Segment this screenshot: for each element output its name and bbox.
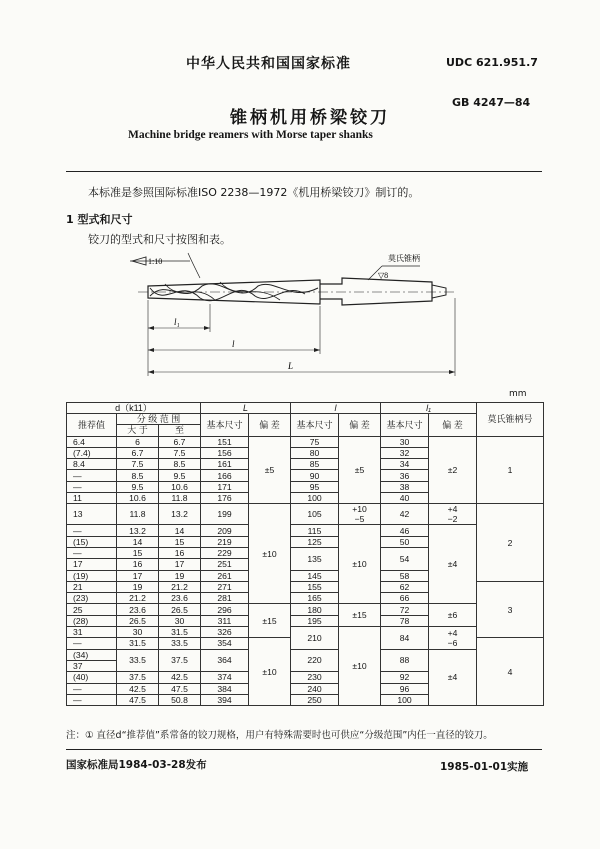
cell-l-basic: 250 <box>291 694 339 705</box>
cell-above: 26.5 <box>117 615 159 626</box>
cell-L-basic: 156 <box>201 447 249 458</box>
table-row <box>67 525 544 536</box>
cell-recommended: (19) <box>67 570 117 581</box>
footer-rule <box>66 749 542 750</box>
header-basic-l: 基本尺寸 <box>291 414 339 437</box>
cell-above: 11.8 <box>117 504 159 525</box>
cell-L-basic: 229 <box>201 547 249 558</box>
standard-number: GB 4247—84 <box>452 96 531 109</box>
table-row <box>67 649 544 660</box>
cell-l1-basic: 92 <box>381 672 429 683</box>
cell-morse-no: 2 <box>477 504 544 581</box>
cell-l1-deviation: +4 −2 <box>429 504 477 525</box>
cell-above: 14 <box>117 536 159 547</box>
cell-upto: 14 <box>159 525 201 536</box>
cell-L-deviation: ±10 <box>249 504 291 604</box>
surface-roughness: ▽8 <box>378 271 389 280</box>
cell-upto: 47.5 <box>159 683 201 694</box>
udc-code: UDC 621.951.7 <box>446 56 538 69</box>
cell-l-basic: 180 <box>291 604 339 615</box>
cell-recommended: (34) <box>67 649 117 660</box>
table-body <box>67 436 544 706</box>
page-title: 锥柄机用桥梁铰刀 <box>230 108 390 128</box>
section-heading: 1 型式和尺寸 <box>66 213 133 226</box>
header-dev-l: 偏 差 <box>339 414 381 437</box>
cell-recommended: 6.4 <box>67 436 117 447</box>
cell-l-basic: 155 <box>291 581 339 592</box>
cell-recommended: 8.4 <box>67 459 117 470</box>
dim-L-label: L <box>288 361 294 371</box>
table-row <box>67 604 544 615</box>
cell-above: 42.5 <box>117 683 159 694</box>
cell-l1-basic: 34 <box>381 459 429 470</box>
cell-l1-basic: 88 <box>381 649 429 672</box>
dim-l-label: l <box>232 339 235 349</box>
cell-l-basic: 165 <box>291 593 339 604</box>
cell-l1-basic: 96 <box>381 683 429 694</box>
cell-L-basic: 261 <box>201 570 249 581</box>
cell-L-basic: 311 <box>201 615 249 626</box>
cell-l-deviation: ±10 <box>339 627 381 706</box>
cell-recommended: (40) <box>67 672 117 683</box>
cell-upto: 9.5 <box>159 470 201 481</box>
cell-l1-basic: 36 <box>381 470 429 481</box>
cell-l1-basic: 46 <box>381 525 429 536</box>
cell-L-basic: 176 <box>201 493 249 504</box>
cell-l1-deviation: ±2 <box>429 436 477 504</box>
cell-above: 16 <box>117 559 159 570</box>
cell-l-deviation: +10 −5 <box>339 504 381 525</box>
cell-l-basic: 220 <box>291 649 339 672</box>
issue-date: 国家标准局1984-03-28发布 <box>66 759 207 771</box>
dim-l1-label: l₁ <box>174 317 180 327</box>
cell-L-basic: 296 <box>201 604 249 615</box>
cell-l-basic: 90 <box>291 470 339 481</box>
cell-above: 37.5 <box>117 672 159 683</box>
cell-L-basic: 364 <box>201 649 249 672</box>
cell-l1-deviation: ±6 <box>429 604 477 627</box>
cell-morse-no: 1 <box>477 436 544 504</box>
cell-l-basic: 115 <box>291 525 339 536</box>
footnote: 注：① 直径d“推荐值”系常备的铰刀规格，用户有特殊需要时也可供应“分级范围”内任一直径的铰刀。 <box>66 730 493 741</box>
cell-l-basic: 240 <box>291 683 339 694</box>
cell-recommended: 11 <box>67 493 117 504</box>
cell-upto: 26.5 <box>159 604 201 615</box>
page-title-english: Machine bridge reamers with Morse taper shanks <box>128 129 373 141</box>
cell-upto: 17 <box>159 559 201 570</box>
cell-l-deviation: ±5 <box>339 436 381 504</box>
cell-above: 10.6 <box>117 493 159 504</box>
morse-shank <box>320 278 432 305</box>
cell-upto: 21.2 <box>159 581 201 592</box>
cell-l-basic: 195 <box>291 615 339 626</box>
cell-recommended: 31 <box>67 627 117 638</box>
cell-l-basic: 100 <box>291 493 339 504</box>
header-morse: 莫氏锥柄号 <box>477 403 544 437</box>
cell-l-basic: 210 <box>291 627 339 650</box>
cell-upto: 50.8 <box>159 694 201 705</box>
cell-L-basic: 251 <box>201 559 249 570</box>
cell-L-basic: 384 <box>201 683 249 694</box>
cell-recommended: (28) <box>67 615 117 626</box>
cell-recommended: (23) <box>67 593 117 604</box>
cell-upto: 10.6 <box>159 481 201 492</box>
cell-L-basic: 199 <box>201 504 249 525</box>
cell-l-deviation: ±15 <box>339 604 381 627</box>
cell-above: 8.5 <box>117 470 159 481</box>
cell-l1-basic: 38 <box>381 481 429 492</box>
cell-morse-no: 4 <box>477 638 544 706</box>
cell-above: 21.2 <box>117 593 159 604</box>
cell-upto: 37.5 <box>159 649 201 672</box>
cell-l-basic: 95 <box>291 481 339 492</box>
cell-above: 6.7 <box>117 447 159 458</box>
cell-L-deviation: ±15 <box>249 604 291 638</box>
reamer-drawing <box>120 248 470 380</box>
cell-L-basic: 394 <box>201 694 249 705</box>
cell-recommended: — <box>67 694 117 705</box>
cell-above: 13.2 <box>117 525 159 536</box>
cell-l-basic: 85 <box>291 459 339 470</box>
header-d: d（k11） <box>67 403 201 414</box>
cell-L-basic: 281 <box>201 593 249 604</box>
cell-L-basic: 209 <box>201 525 249 536</box>
cell-l-basic: 230 <box>291 672 339 683</box>
cell-above: 7.5 <box>117 459 159 470</box>
cell-l1-basic: 84 <box>381 627 429 650</box>
cell-recommended: — <box>67 525 117 536</box>
cell-upto: 30 <box>159 615 201 626</box>
cell-l1-basic: 100 <box>381 694 429 705</box>
cell-l1-basic: 78 <box>381 615 429 626</box>
issuing-org: 中华人民共和国国家标准 <box>186 56 351 72</box>
cell-L-deviation: ±10 <box>249 638 291 706</box>
cell-above: 31.5 <box>117 638 159 649</box>
header-l: l <box>291 403 381 414</box>
header-l1: l₁ <box>381 403 477 414</box>
header-basic-L: 基本尺寸 <box>201 414 249 437</box>
cell-above: 19 <box>117 581 159 592</box>
dimension-table <box>66 402 544 706</box>
cell-l-basic: 105 <box>291 504 339 525</box>
cell-recommended: 21 <box>67 581 117 592</box>
cell-l-deviation: ±10 <box>339 525 381 604</box>
cell-l1-basic: 30 <box>381 436 429 447</box>
cell-l-basic: 125 <box>291 536 339 547</box>
cell-recommended: 37 <box>67 660 117 671</box>
cell-upto: 16 <box>159 547 201 558</box>
cell-L-basic: 374 <box>201 672 249 683</box>
cell-upto: 7.5 <box>159 447 201 458</box>
table-row <box>67 627 544 638</box>
cell-L-basic: 151 <box>201 436 249 447</box>
header-rule <box>66 171 542 172</box>
cell-L-deviation: ±5 <box>249 436 291 504</box>
cell-recommended: 25 <box>67 604 117 615</box>
cell-recommended: — <box>67 638 117 649</box>
cell-upto: 42.5 <box>159 672 201 683</box>
cell-l1-deviation: ±4 <box>429 525 477 604</box>
intro-paragraph: 本标准是参照国际标准ISO 2238—1972《机用桥梁铰刀》制订的。 <box>88 186 420 199</box>
cell-upto: 23.6 <box>159 593 201 604</box>
effective-date: 1985-01-01实施 <box>440 761 529 773</box>
cell-recommended: 13 <box>67 504 117 525</box>
cell-upto: 13.2 <box>159 504 201 525</box>
cell-L-basic: 171 <box>201 481 249 492</box>
cell-l1-basic: 50 <box>381 536 429 547</box>
header-upto: 至 <box>159 425 201 436</box>
cell-l-basic: 145 <box>291 570 339 581</box>
taper-label: 1:10 <box>148 257 163 266</box>
cell-upto: 6.7 <box>159 436 201 447</box>
cell-l1-deviation: +4 −6 <box>429 627 477 650</box>
morse-taper-label: 莫氏锥柄 <box>388 254 420 263</box>
header-L: L <box>201 403 291 414</box>
cell-recommended: 17 <box>67 559 117 570</box>
table-row <box>67 504 544 525</box>
cell-recommended: — <box>67 683 117 694</box>
cell-recommended: (15) <box>67 536 117 547</box>
cell-l1-basic: 32 <box>381 447 429 458</box>
cell-above: 47.5 <box>117 694 159 705</box>
section-text: 铰刀的型式和尺寸按图和表。 <box>88 233 231 246</box>
cell-l1-deviation: ±4 <box>429 649 477 705</box>
cell-recommended: — <box>67 481 117 492</box>
cell-L-basic: 271 <box>201 581 249 592</box>
cell-recommended: — <box>67 470 117 481</box>
cell-L-basic: 219 <box>201 536 249 547</box>
cell-l1-basic: 42 <box>381 504 429 525</box>
cell-l1-basic: 66 <box>381 593 429 604</box>
cell-upto: 31.5 <box>159 627 201 638</box>
cell-L-basic: 354 <box>201 638 249 649</box>
cell-l1-basic: 72 <box>381 604 429 615</box>
cell-upto: 33.5 <box>159 638 201 649</box>
cell-above: 33.5 <box>117 649 159 672</box>
cell-l-basic: 75 <box>291 436 339 447</box>
header-dev-l1: 偏 差 <box>429 414 477 437</box>
header-recommended: 推荐值 <box>67 414 117 437</box>
cell-upto: 11.8 <box>159 493 201 504</box>
cell-l-basic: 135 <box>291 547 339 570</box>
cell-morse-no: 3 <box>477 581 544 637</box>
cell-L-basic: 166 <box>201 470 249 481</box>
cell-upto: 8.5 <box>159 459 201 470</box>
cell-upto: 19 <box>159 570 201 581</box>
unit-label: mm <box>509 389 527 399</box>
cell-upto: 15 <box>159 536 201 547</box>
header-dev-L: 偏 差 <box>249 414 291 437</box>
cell-l-basic: 80 <box>291 447 339 458</box>
cell-above: 6 <box>117 436 159 447</box>
cell-above: 15 <box>117 547 159 558</box>
cell-above: 23.6 <box>117 604 159 615</box>
cell-recommended: — <box>67 547 117 558</box>
cell-above: 30 <box>117 627 159 638</box>
cell-l1-basic: 58 <box>381 570 429 581</box>
cell-l1-basic: 54 <box>381 547 429 570</box>
cell-L-basic: 161 <box>201 459 249 470</box>
cell-above: 17 <box>117 570 159 581</box>
header-basic-l1: 基本尺寸 <box>381 414 429 437</box>
table-row <box>67 436 544 447</box>
header-above: 大 于 <box>117 425 159 436</box>
cell-l1-basic: 40 <box>381 493 429 504</box>
cell-L-basic: 326 <box>201 627 249 638</box>
cell-recommended: (7.4) <box>67 447 117 458</box>
cell-l1-basic: 62 <box>381 581 429 592</box>
cell-above: 9.5 <box>117 481 159 492</box>
header-range: 分 级 范 围 <box>117 414 201 425</box>
